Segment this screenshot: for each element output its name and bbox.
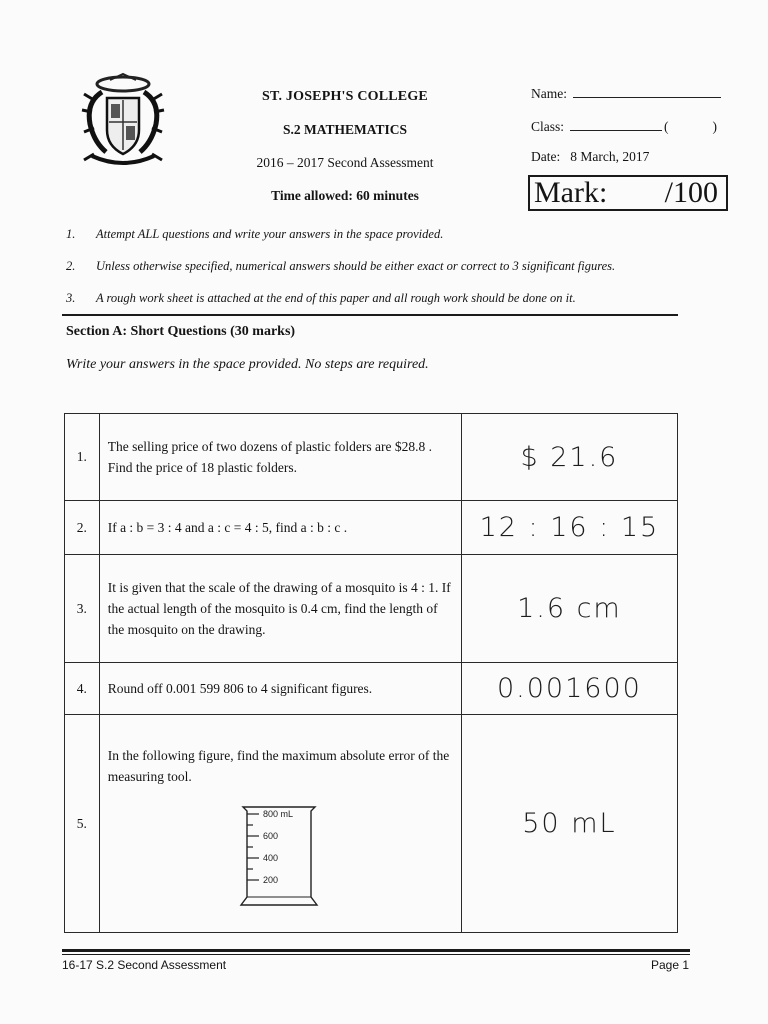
question-row	[65, 555, 678, 663]
instruction-number: 3.	[66, 291, 76, 305]
instruction-text: Unless otherwise specified, numerical answers should be either exact or correct to 3 significant figures.	[96, 259, 616, 273]
handwritten-answer: 50 mL	[522, 808, 617, 839]
question-number: 3.	[65, 555, 100, 663]
instruction-item	[66, 259, 615, 274]
section-title: Section A: Short Questions (30 marks)	[66, 324, 296, 339]
question-row	[65, 414, 678, 501]
answer-cell[interactable]	[461, 715, 677, 933]
question-text: The selling price of two dozens of plastic folders are $28.8 . Find the price of 18 plastic folders.	[99, 414, 461, 501]
question-number: 4.	[65, 663, 100, 715]
question-row	[65, 663, 678, 715]
tick-label-600: 600	[263, 830, 279, 841]
date-value: 8 March, 2017	[570, 149, 650, 164]
name-label: Name:	[531, 86, 567, 101]
mark-label: Mark:	[534, 176, 608, 209]
question-number: 5.	[65, 715, 100, 933]
question-text: In the following figure, find the maximum absolute error of the measuring tool.	[107, 747, 450, 784]
measuring-cylinder-figure	[235, 801, 325, 909]
instruction-text: Attempt ALL questions and write your answers in the space provided.	[96, 227, 444, 241]
name-blank[interactable]	[573, 84, 721, 98]
answer-cell[interactable]	[461, 663, 677, 715]
footer-title: 16-17 S.2 Second Assessment	[62, 958, 227, 972]
name-field	[531, 84, 721, 102]
class-label: Class:	[531, 119, 565, 134]
instruction-item	[66, 227, 443, 242]
questions-table	[64, 413, 678, 933]
section-subtitle: Write your answers in the space provided. No steps are required.	[66, 357, 429, 372]
tick-label-800: 800 mL	[263, 808, 294, 819]
question-number: 1.	[65, 414, 100, 501]
handwritten-answer: $ 21.6	[520, 441, 619, 473]
question-text: If a : b = 3 : 4 and a : c = 4 : 5, find a : b : c .	[99, 501, 461, 555]
date-field	[531, 149, 649, 165]
school-name: ST. JOSEPH'S COLLEGE	[262, 89, 428, 104]
divider	[62, 314, 678, 316]
handwritten-answer: 1.6 cm	[517, 593, 622, 624]
assessment-term: 2016 – 2017 Second Assessment	[256, 155, 434, 170]
class-field	[531, 117, 717, 135]
date-label: Date:	[531, 149, 561, 164]
question-row	[65, 715, 678, 933]
class-blank[interactable]	[570, 117, 662, 131]
question-number: 2.	[65, 501, 100, 555]
instruction-item	[66, 291, 576, 306]
page-number: Page 1	[651, 958, 690, 972]
tick-label-200: 200	[263, 874, 279, 885]
answer-cell[interactable]	[461, 501, 677, 555]
subject-title: S.2 MATHEMATICS	[282, 122, 407, 137]
question-text: Round off 0.001 599 806 to 4 significant figures.	[99, 663, 461, 715]
instruction-number: 1.	[66, 227, 76, 241]
answer-cell[interactable]	[461, 414, 677, 501]
tick-label-400: 400	[263, 852, 279, 863]
time-allowed: Time allowed: 60 minutes	[271, 188, 419, 203]
class-number-close: )	[712, 119, 718, 134]
question-row	[65, 501, 678, 555]
instruction-text: A rough work sheet is attached at the end of this paper and all rough work should be done on it.	[96, 291, 576, 305]
question-text-cell	[99, 715, 461, 933]
handwritten-answer: 12 : 16 : 15	[479, 512, 660, 543]
school-crest-logo	[80, 72, 166, 172]
mark-total: /100	[664, 176, 718, 209]
footer-divider-thin	[62, 954, 690, 955]
handwritten-answer: 0.001600	[496, 673, 642, 704]
answer-cell[interactable]	[461, 555, 677, 663]
instruction-number: 2.	[66, 259, 76, 273]
question-text: It is given that the scale of the drawing of a mosquito is 4 : 1. If the actual length of the mosquito is 0.4 cm, find the length of the mosquito on the drawing.	[99, 555, 461, 663]
mark-box	[528, 175, 728, 211]
class-number-open: (	[664, 119, 669, 134]
footer-divider	[62, 949, 690, 952]
